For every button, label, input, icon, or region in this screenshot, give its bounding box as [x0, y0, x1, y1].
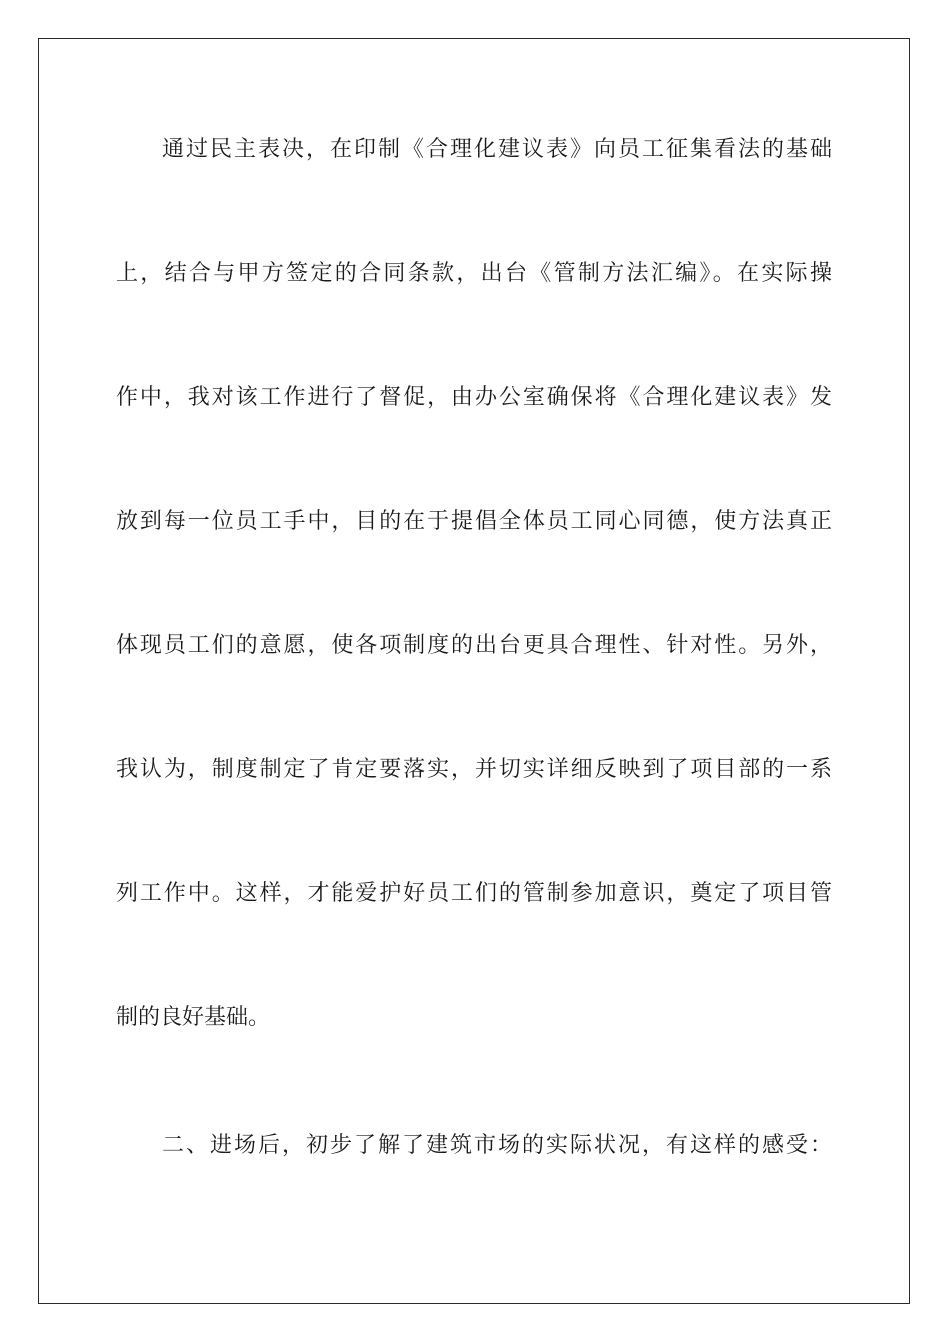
paragraph-1-line-2: 上，结合与甲方签定的合同条款，出台《管制方法汇编》。在实际操: [116, 261, 832, 286]
paragraph-1-line-6: 我认为，制度制定了肯定要落实，并切实详细反映到了项目部的一系: [116, 757, 832, 782]
paragraph-1-line-5: 体现员工们的意愿，使各项制度的出台更具合理性、针对性。另外，: [116, 633, 832, 658]
paragraph-1-line-8: 制的良好基础。: [116, 1005, 271, 1030]
paragraph-1-line-7: 列工作中。这样，才能爱护好员工们的管制参加意识，奠定了项目管: [116, 881, 832, 906]
paragraph-1-line-3: 作中，我对该工作进行了督促，由办公室确保将《合理化建议表》发: [116, 385, 832, 410]
paragraph-1-line-4: 放到每一位员工手中，目的在于提倡全体员工同心同德，使方法真正: [116, 509, 832, 534]
paragraph-2-line-1: 二、进场后，初步了解了建筑市场的实际状况，有这样的感受：: [162, 1133, 832, 1158]
paragraph-1-line-1: 通过民主表决，在印制《合理化建议表》向员工征集看法的基础: [162, 137, 832, 162]
page-border: [38, 38, 910, 1304]
